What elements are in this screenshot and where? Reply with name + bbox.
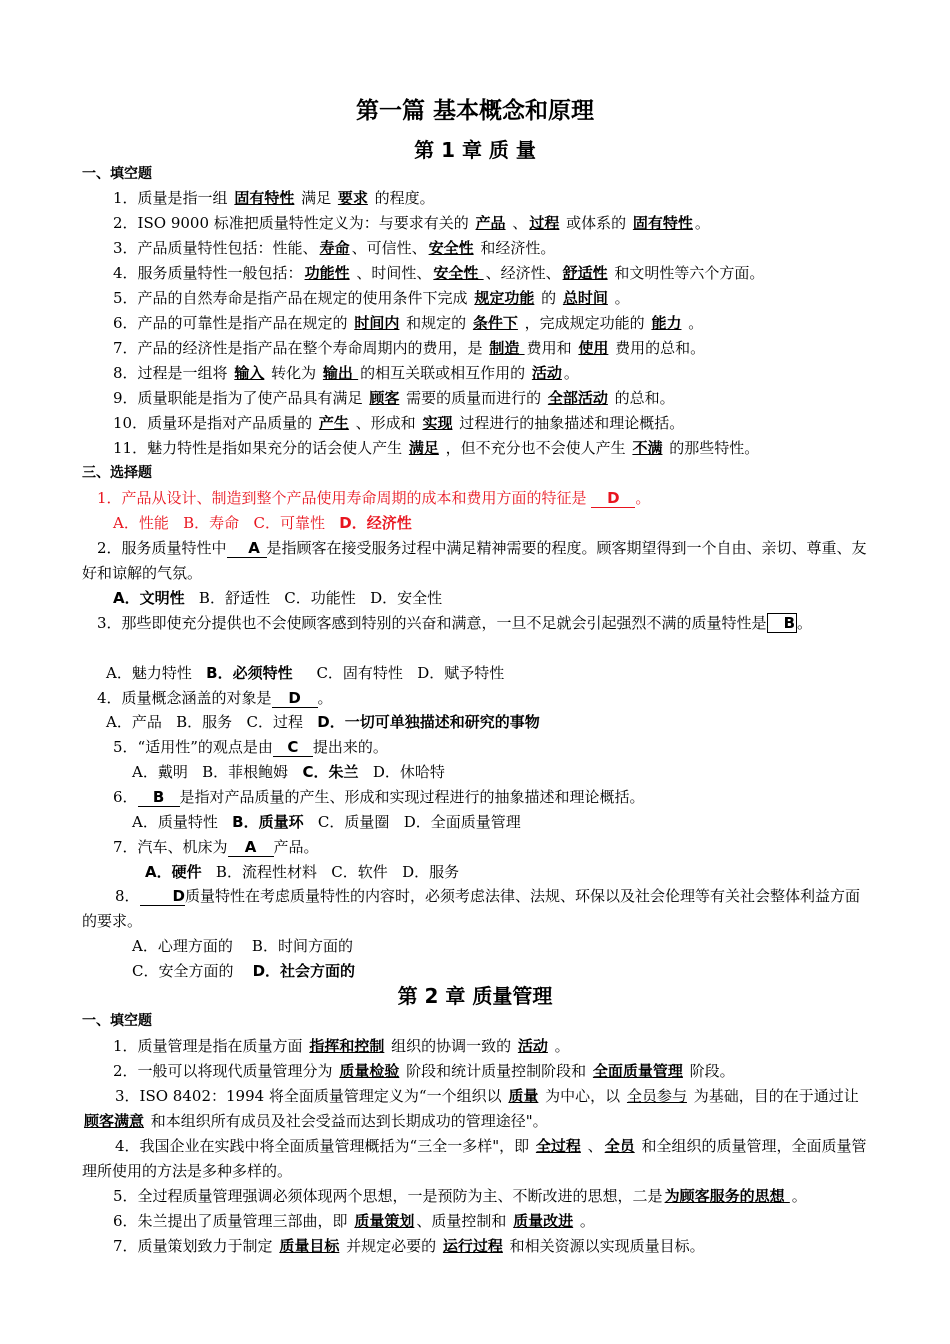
option: A．性能 [113,514,169,532]
answer-text: 总时间 [562,289,608,307]
question-text: 、质量控制和 [416,1212,512,1230]
answer-blank: D [140,887,185,906]
answer-blank: C [273,738,313,757]
question-5-rest: 提出来的。 [312,738,388,756]
question-6-stem: 6． [113,788,138,806]
option-answer: A．硬件 [145,863,202,881]
option: B．时间方面的 [251,937,353,955]
ch2-fill-item-3 [82,1084,872,1134]
question-text: ，完成规定功能的 [519,314,650,332]
question-text: 需要的质量而进行的 [401,389,546,407]
answer-blank: A [228,838,274,857]
question-text: 。 [575,1212,595,1230]
answer-text: 质量策划 [354,1212,415,1230]
question-text: 和经济性。 [475,239,556,257]
answer-text: 不满 [632,439,663,457]
question-text: 。 [791,1187,807,1205]
question-8-options-row2 [132,959,355,983]
option: D．休哈特 [372,763,445,781]
ch2-fill-item-1 [113,1034,570,1058]
question-1-stem: 1．产品从设计、制造到整个产品使用寿命周期的成本和费用方面的特征是 [97,489,592,507]
question-8-rest: 质量特性在考虑质量特性的内容时，必须考虑法律、法规、环保以及社会伦理等有关社会整体利益方面的要求。 [82,887,861,930]
question-text: 或体系的 [561,214,631,232]
question-text: 7．质量策划致力于制定 [113,1237,278,1255]
answer-text: 规定功能 [474,289,535,307]
ch1-fill-item [113,286,630,310]
question-text: 费用和 [526,339,577,357]
question-text: 、时间性、 [351,264,432,282]
ch2-fill-item-5 [113,1184,807,1208]
chapter-2-title: 第 2 章 质量管理 [397,984,553,1008]
question-4-rest: 。 [317,689,333,707]
answer-text: 固有特性 [632,214,693,232]
question-3-options [106,661,504,685]
answer-text: 产品 [475,214,506,232]
question-2-options [113,586,442,610]
question-text: 费用的总和。 [610,339,706,357]
option-answer: C．朱兰 [302,763,359,781]
option: C．软件 [331,863,388,881]
ch2-fill-item-2 [113,1059,735,1083]
question-1-end: 。 [635,489,651,507]
ch1-fill-item [113,236,555,260]
question-text: 质量环是指对产品质量的 [147,414,317,432]
question-text: 产品的可靠性是指产品在规定的 [137,314,353,332]
question-2-rest: 是指顾客在接受服务过程中满足精神需要的程度。顾客期望得到一个自由、亲切、尊重、友好和谅解的气氛。 [82,539,867,582]
question-6-rest: 是指对产品质量的产生、形成和实现过程进行的抽象描述和理论概括。 [179,788,645,806]
question-7-options [145,860,459,884]
question-2-stem: 2．服务质量特性中 [97,539,227,557]
question-text: 2．一般可以将现代质量管理分为 [113,1062,338,1080]
option: A．魅力特性 [106,664,192,682]
question-text: ISO 9000 标准把质量特性定义为：与要求有关的 [137,214,474,232]
question-text: 、形成和 [350,414,421,432]
answer-text: 顾客满意 [84,1112,145,1130]
answer-blank: D [591,489,635,508]
ch1-fill-heading: 一、填空题 [82,166,152,182]
ch2-fill-item-6 [113,1209,595,1233]
option: C．可靠性 [253,514,325,532]
question-6 [113,785,645,809]
question-8-stem: 8． [115,887,140,905]
question-text: 和本组织所有成员及社会受益而达到长期成功的管理途径"。 [146,1112,548,1130]
ch1-fill-item [113,361,579,385]
question-7-rest: 产品。 [273,838,319,856]
option: D．服务 [402,863,460,881]
ch1-fill-item [113,386,675,410]
ch1-fill-item [113,436,759,460]
item-number: 10． [113,414,148,432]
answer-text: 条件下 [472,314,518,332]
answer-text: 满足 [408,439,439,457]
question-text: 的总和。 [609,389,675,407]
option: D．安全性 [370,589,443,607]
answer-text: 全面质量管理 [592,1062,683,1080]
option: C．功能性 [284,589,356,607]
answer-text: 要求 [337,189,368,207]
question-text: 阶段和统计质量控制阶段和 [401,1062,591,1080]
answer-text: 质量检验 [339,1062,400,1080]
answer-text: 全员参与 [626,1087,687,1105]
option: C．过程 [246,713,303,731]
option: B．寿命 [183,514,240,532]
option: A．质量特性 [132,813,218,831]
question-8-options-row1 [132,934,353,958]
option: B．流程性材料 [215,863,317,881]
question-text: 产品的自然寿命是指产品在规定的使用条件下完成 [137,289,473,307]
option-answer: B．质量环 [232,813,304,831]
answer-text: 输入 [234,364,265,382]
option: B．菲根鲍姆 [202,763,289,781]
option-answer: A．文明性 [113,589,185,607]
question-text: 质量职能是指为了使产品具有满足 [137,389,368,407]
question-text: 和全组织的质量管理，全面质量管理所使用的方法是多种多样的。 [82,1137,867,1180]
question-text: 6．朱兰提出了质量管理三部曲，即 [113,1212,353,1230]
item-number: 1． [113,189,138,207]
question-7-stem: 7．汽车、机床为 [113,838,228,856]
question-text: 并规定必要的 [341,1237,441,1255]
question-text: 为基础，目的在于通过让 [688,1087,859,1105]
option-answer: D．经济性 [339,514,412,532]
question-1-options [113,511,412,535]
item-number: 3． [113,239,138,257]
ch1-fill-item [113,261,764,285]
item-number: 5． [113,289,138,307]
ch1-fill-item [113,336,705,360]
question-text: 。 [683,314,704,332]
question-text: 质量是指一组 [137,189,233,207]
question-text: 产品的经济性是指产品在整个寿命周期内的费用，是 [137,339,488,357]
answer-text: 安全性 [433,264,484,282]
answer-blank: A [227,539,267,558]
answer-text: 质量目标 [279,1237,340,1255]
question-6-options [132,810,521,834]
ch2-fill-item-7 [113,1234,705,1258]
answer-blank: D [272,689,318,708]
option: B．舒适性 [198,589,270,607]
question-7 [113,835,319,859]
answer-text: 为顾客服务的思想 [664,1187,790,1205]
question-text: 的 [536,289,561,307]
option: C．质量圈 [317,813,390,831]
answer-blank: B [767,613,797,633]
answer-text: 时间内 [354,314,400,332]
answer-text: 使用 [578,339,609,357]
answer-text: 产生 [318,414,349,432]
answer-text: 运行过程 [442,1237,503,1255]
item-number: 6． [113,314,138,332]
question-text: 和文明性等六个方面。 [609,264,765,282]
option-answer: D．一切可单独描述和研究的事物 [317,713,540,731]
ch1-fill-item [113,311,703,335]
question-text: 、经济性、 [485,264,561,282]
question-text: 5．全过程质量管理强调必须体现两个思想，一是预防为主、不断改进的思想，二是 [113,1187,663,1205]
question-text: 3．ISO 8402：1994 将全面质量管理定义为“一个组织以 [115,1087,507,1105]
question-text: 和相关资源以实现质量目标。 [504,1237,705,1255]
answer-text: 全部活动 [547,389,608,407]
question-text: 和规定的 [401,314,471,332]
answer-text: 制造 [489,339,525,357]
item-number: 7． [113,339,138,357]
answer-text: 实现 [422,414,453,432]
option: A．戴明 [132,763,188,781]
item-number: 8． [113,364,138,382]
answer-text: 全员 [604,1137,635,1155]
answer-text: 过程 [529,214,560,232]
answer-text: 固有特性 [234,189,295,207]
question-4 [97,686,333,710]
answer-text: 输出 [322,364,359,382]
question-4-options [106,710,540,734]
answer-text: 能力 [651,314,682,332]
question-1 [97,486,650,510]
question-text: 的相互关联或相互作用的 [360,364,530,382]
question-8 [82,884,872,934]
question-text: 。 [549,1037,570,1055]
answer-text: 寿命 [319,239,350,257]
question-3 [82,611,872,636]
item-number: 2． [113,214,138,232]
option: B．服务 [176,713,233,731]
item-number: 4． [113,264,138,282]
question-3-stem: 3．那些即使充分提供也不会使顾客感到特别的兴奋和满意，一旦不足就会引起强烈不满的质量特性是 [97,614,767,632]
answer-text: 全过程 [535,1137,581,1155]
question-text: 。 [563,364,579,382]
ch1-fill-item [113,186,435,210]
question-text: 魅力特性是指如果充分的话会使人产生 [147,439,407,457]
question-text: 的那些特性。 [664,439,760,457]
option: D．全面质量管理 [403,813,521,831]
option-answer: D．社会方面的 [252,962,356,980]
ch1-fill-item [113,411,684,435]
option-answer: B．必须特性 [206,664,293,682]
question-text: 满足 [296,189,336,207]
question-text: 为中心，以 [540,1087,625,1105]
answer-text: 功能性 [304,264,350,282]
question-text: 。 [694,214,710,232]
option: A．心理方面的 [132,937,233,955]
answer-text: 指挥和控制 [309,1037,385,1055]
chapter-1-title: 第 1 章 质 量 [414,138,536,162]
option: C．固有特性 [316,664,403,682]
question-2 [82,536,872,586]
item-number: 9． [113,389,138,407]
ch2-fill-item-4 [82,1134,872,1184]
question-text: ，但不充分也不会使人产生 [440,439,631,457]
question-text: 产品质量特性包括：性能、 [137,239,318,257]
answer-text: 活动 [531,364,562,382]
answer-text: 舒适性 [562,264,608,282]
answer-text: 质量改进 [513,1212,574,1230]
question-text: 。 [609,289,630,307]
question-5-stem: 5．“适用性”的观点是由 [113,738,273,756]
part-title: 第一篇 基本概念和原理 [355,98,594,124]
option: A．产品 [106,713,162,731]
question-text: 4．我国企业在实践中将全面质量管理概括为“三全一多样"，即 [115,1137,534,1155]
ch1-fill-item [113,211,710,235]
answer-blank: B [138,788,180,807]
ch1-choice-heading: 三、选择题 [82,465,152,481]
question-5-options [132,760,445,784]
question-text: 组织的协调一致的 [386,1037,516,1055]
option: D．赋予特性 [417,664,505,682]
question-text: 、可信性、 [351,239,427,257]
question-text: 服务质量特性一般包括： [137,264,303,282]
question-text: 、 [582,1137,603,1155]
question-text: 1．质量管理是指在质量方面 [113,1037,308,1055]
answer-text: 安全性 [428,239,474,257]
question-text: 的程度。 [369,189,435,207]
answer-text: 活动 [517,1037,548,1055]
answer-text: 质量 [508,1087,539,1105]
question-5 [113,735,388,759]
question-4-stem: 4．质量概念涵盖的对象是 [97,689,272,707]
question-text: 过程是一组将 [137,364,233,382]
answer-text: 顾客 [369,389,400,407]
question-text: 转化为 [266,364,321,382]
item-number: 11． [113,439,148,457]
option: C．安全方面的 [132,962,234,980]
ch2-fill-heading: 一、填空题 [82,1013,152,1029]
question-text: 阶段。 [684,1062,735,1080]
question-text: 、 [507,214,528,232]
question-text: 过程进行的抽象描述和理论概括。 [454,414,685,432]
question-3-rest: 。 [797,614,813,632]
